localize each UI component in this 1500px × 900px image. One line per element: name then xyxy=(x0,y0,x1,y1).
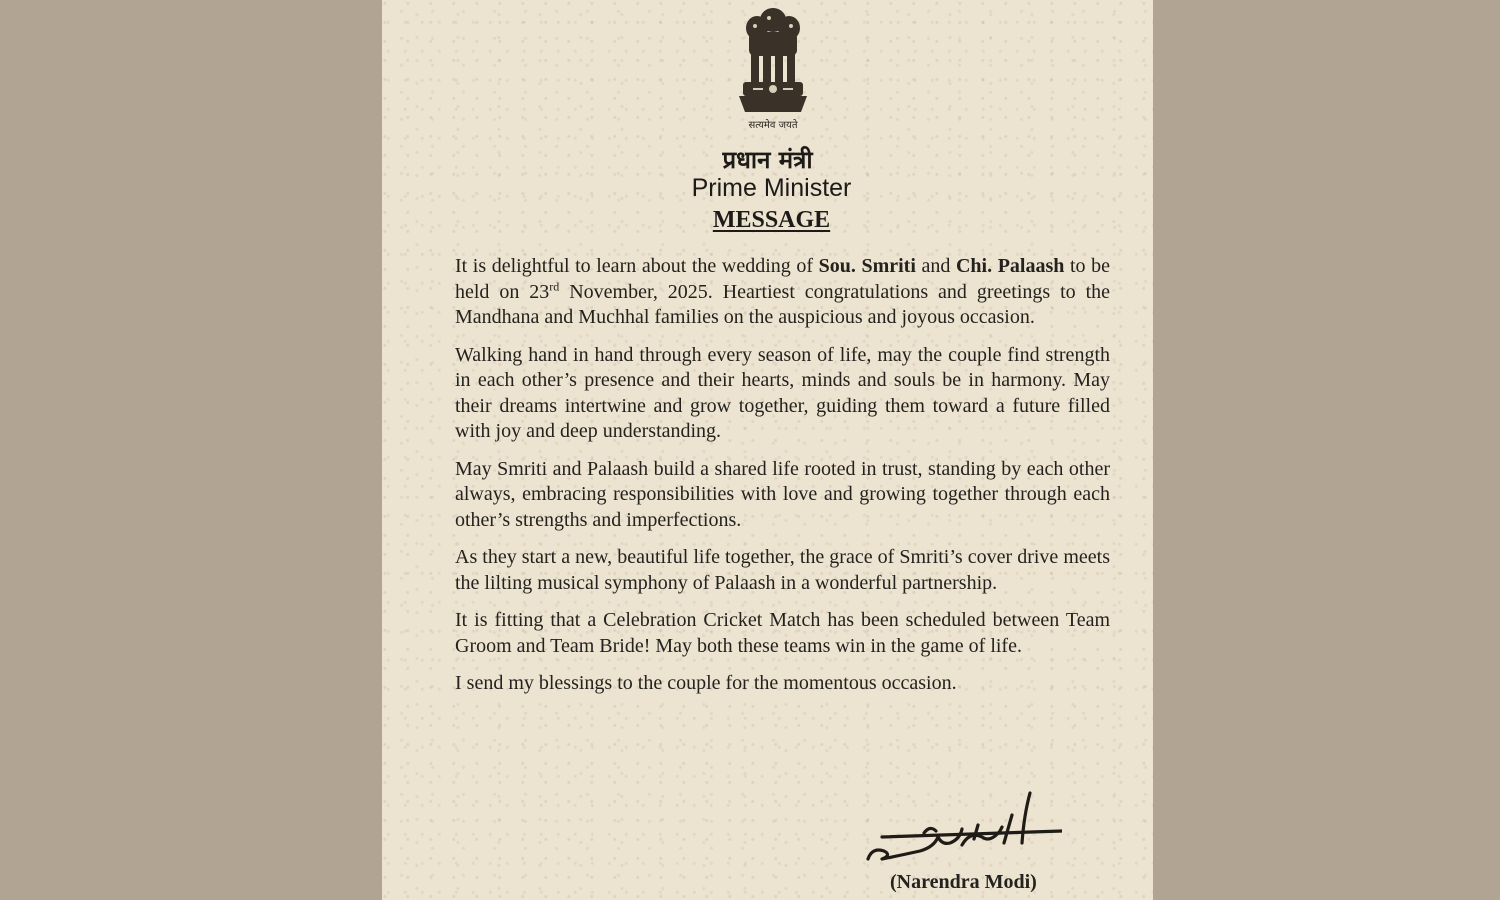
title-hindi: प्रधान मंत्री xyxy=(722,146,813,174)
p1-text-1: It is delightful to learn about the wedding of xyxy=(455,255,819,277)
message-heading-text: MESSAGE xyxy=(712,207,831,233)
paragraph-1 xyxy=(455,254,1110,331)
p1-text-3: to be held on 23 xyxy=(455,255,1110,303)
national-emblem-icon xyxy=(733,4,813,132)
p1-text-2: and xyxy=(915,255,956,277)
signatory-name: (Narendra Modi) xyxy=(890,871,1037,893)
emblem-motto: सत्यमेव जयते xyxy=(748,120,798,131)
groom-name: . Palaash xyxy=(987,255,1065,277)
paragraph-5: It is fitting that a Celebration Cricket Match has been scheduled between Team Groom and Team Bride! May both these teams win in the game of life. xyxy=(455,609,1110,657)
paragraph-3: May Smriti and Palaash build a shared life rooted in trust, standing by each other always, embracing responsibilities with love and growing together through each other’s strengths and imperfections. xyxy=(455,457,1110,531)
p1-text-4: November, 2025. Heartiest congratulations and greetings to the Mandhana and Muchhal families on the auspicious and joyous occasion. xyxy=(455,280,1111,328)
paragraph-4: As they start a new, beautiful life together, the grace of Smriti’s cover drive meets the lilting musical symphony of Palaash in a wonderful partnership. xyxy=(455,546,1110,594)
handwritten-signature xyxy=(862,785,1062,867)
paragraph-6: I send my blessings to the couple for the momentous occasion. xyxy=(455,672,957,694)
message-heading xyxy=(382,207,1161,234)
title-english: Prime Minister xyxy=(691,174,852,202)
message-body xyxy=(455,254,1110,709)
bride-name: Sou. Smriti xyxy=(818,255,916,277)
groom-prefix: Chi xyxy=(955,255,988,277)
date-suffix: rd xyxy=(549,278,560,293)
paragraph-2: Walking hand in hand through every season of life, may the couple find strength in each other’s presence and their hearts, minds and souls be in harmony. May their dreams intertwine and grow together, guiding them toward a future filled with joy and deep understanding. xyxy=(455,343,1110,442)
